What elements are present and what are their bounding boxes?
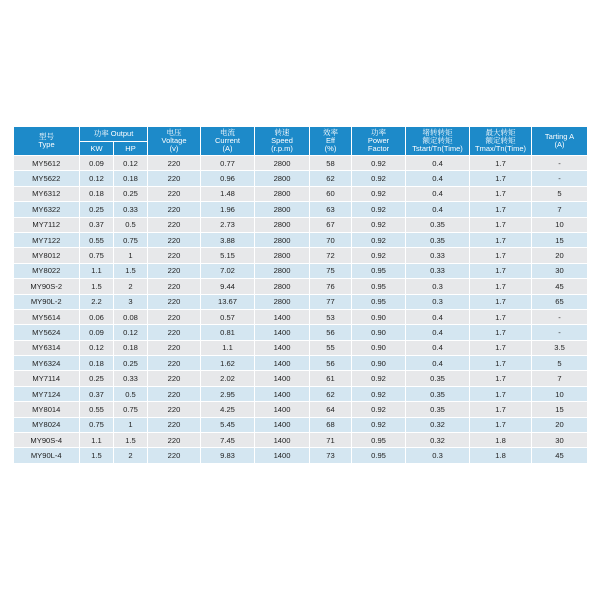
cell-tmax: 1.7 [470,402,532,417]
table-row [14,448,588,463]
cell-current: 1.1 [201,340,255,355]
cell-speed: 2800 [255,248,310,263]
cell-current: 0.77 [201,156,255,171]
cell-voltage: 220 [148,371,201,386]
cell-voltage: 220 [148,356,201,371]
cell-tstart: 0.4 [406,186,470,201]
cell-tarting: 15 [532,402,588,417]
cell-kw: 1.1 [80,433,114,448]
cell-voltage: 220 [148,448,201,463]
cell-power-factor: 0.90 [352,356,406,371]
cell-power-factor: 0.92 [352,386,406,401]
cell-type: MY7122 [14,232,80,247]
cell-kw: 0.18 [80,186,114,201]
cell-current: 5.15 [201,248,255,263]
cell-speed: 1400 [255,325,310,340]
cell-tarting: 45 [532,448,588,463]
cell-tarting: - [532,309,588,324]
cell-speed: 1400 [255,433,310,448]
cell-tstart: 0.4 [406,340,470,355]
cell-power-factor: 0.92 [352,371,406,386]
cell-speed: 2800 [255,217,310,232]
cell-eff: 62 [310,171,352,186]
cell-speed: 2800 [255,202,310,217]
cell-tarting: 30 [532,263,588,278]
cell-eff: 62 [310,386,352,401]
cell-type: MY6314 [14,340,80,355]
cell-tmax: 1.8 [470,448,532,463]
cell-speed: 1400 [255,340,310,355]
cell-current: 0.81 [201,325,255,340]
cell-voltage: 220 [148,202,201,217]
cell-power-factor: 0.95 [352,263,406,278]
cell-power-factor: 0.92 [352,217,406,232]
table-row [14,171,588,186]
cell-eff: 53 [310,309,352,324]
cell-type: MY90S-2 [14,279,80,294]
cell-current: 4.25 [201,402,255,417]
cell-type: MY7112 [14,217,80,232]
cell-tmax: 1.7 [470,232,532,247]
cell-speed: 2800 [255,156,310,171]
cell-tmax: 1.7 [470,294,532,309]
cell-type: MY8012 [14,248,80,263]
cell-voltage: 220 [148,417,201,432]
table-row [14,232,588,247]
cell-hp: 0.75 [114,402,148,417]
cell-tstart: 0.35 [406,402,470,417]
table-row [14,371,588,386]
table-row [14,417,588,432]
cell-kw: 0.12 [80,171,114,186]
cell-type: MY5614 [14,309,80,324]
cell-type: MY6324 [14,356,80,371]
cell-tmax: 1.7 [470,248,532,263]
cell-hp: 2 [114,448,148,463]
cell-speed: 1400 [255,371,310,386]
cell-tstart: 0.4 [406,156,470,171]
cell-type: MY8024 [14,417,80,432]
table-row [14,356,588,371]
cell-hp: 1 [114,417,148,432]
cell-eff: 58 [310,156,352,171]
cell-power-factor: 0.92 [352,171,406,186]
cell-eff: 75 [310,263,352,278]
cell-type: MY5624 [14,325,80,340]
cell-tmax: 1.7 [470,417,532,432]
cell-voltage: 220 [148,294,201,309]
cell-current: 1.96 [201,202,255,217]
cell-tmax: 1.7 [470,217,532,232]
cell-speed: 2800 [255,186,310,201]
cell-current: 3.88 [201,232,255,247]
cell-current: 7.45 [201,433,255,448]
header-hp: HP [114,142,148,156]
cell-eff: 61 [310,371,352,386]
cell-power-factor: 0.92 [352,402,406,417]
cell-tstart: 0.35 [406,386,470,401]
cell-tmax: 1.7 [470,325,532,340]
cell-hp: 3 [114,294,148,309]
cell-kw: 0.75 [80,417,114,432]
cell-voltage: 220 [148,186,201,201]
cell-tmax: 1.7 [470,371,532,386]
cell-eff: 67 [310,217,352,232]
cell-type: MY8014 [14,402,80,417]
cell-speed: 2800 [255,232,310,247]
table-row [14,202,588,217]
header-power-factor: 功率 Power Factor [352,127,406,156]
cell-tstart: 0.3 [406,294,470,309]
cell-hp: 0.5 [114,386,148,401]
cell-speed: 1400 [255,448,310,463]
cell-tarting: 30 [532,433,588,448]
cell-tstart: 0.4 [406,171,470,186]
cell-current: 9.44 [201,279,255,294]
cell-kw: 0.55 [80,402,114,417]
cell-tarting: 65 [532,294,588,309]
cell-tmax: 1.7 [470,356,532,371]
cell-kw: 0.25 [80,202,114,217]
cell-voltage: 220 [148,156,201,171]
header-type: 型号 Type [14,127,80,156]
table-row [14,248,588,263]
cell-speed: 2800 [255,263,310,278]
cell-tstart: 0.33 [406,248,470,263]
cell-type: MY90S-4 [14,433,80,448]
cell-hp: 0.12 [114,156,148,171]
cell-type: MY7114 [14,371,80,386]
cell-tarting: 45 [532,279,588,294]
cell-voltage: 220 [148,279,201,294]
cell-voltage: 220 [148,433,201,448]
cell-tarting: - [532,171,588,186]
cell-hp: 0.12 [114,325,148,340]
cell-type: MY6312 [14,186,80,201]
cell-power-factor: 0.95 [352,294,406,309]
cell-tarting: 7 [532,202,588,217]
cell-kw: 2.2 [80,294,114,309]
table-row [14,217,588,232]
cell-power-factor: 0.92 [352,417,406,432]
table-row [14,309,588,324]
cell-current: 13.67 [201,294,255,309]
cell-power-factor: 0.95 [352,448,406,463]
cell-speed: 1400 [255,356,310,371]
cell-speed: 1400 [255,309,310,324]
cell-tarting: 5 [532,356,588,371]
cell-tarting: 15 [532,232,588,247]
cell-current: 0.96 [201,171,255,186]
header-eff: 效率 Eff (%) [310,127,352,156]
cell-tarting: 20 [532,248,588,263]
cell-tstart: 0.4 [406,309,470,324]
cell-speed: 1400 [255,402,310,417]
cell-kw: 0.25 [80,371,114,386]
table-row [14,402,588,417]
table-row [14,325,588,340]
cell-type: MY7124 [14,386,80,401]
cell-hp: 0.18 [114,340,148,355]
cell-voltage: 220 [148,325,201,340]
cell-current: 1.48 [201,186,255,201]
cell-hp: 0.08 [114,309,148,324]
cell-power-factor: 0.92 [352,232,406,247]
header-kw: KW [80,142,114,156]
cell-voltage: 220 [148,402,201,417]
cell-eff: 60 [310,186,352,201]
cell-tmax: 1.7 [470,171,532,186]
cell-hp: 0.25 [114,186,148,201]
table-row [14,186,588,201]
table-body [14,156,588,464]
cell-type: MY5622 [14,171,80,186]
table-header [14,127,588,156]
cell-tstart: 0.35 [406,232,470,247]
cell-speed: 2800 [255,171,310,186]
cell-speed: 1400 [255,417,310,432]
cell-tarting: 5 [532,186,588,201]
cell-current: 2.95 [201,386,255,401]
cell-hp: 2 [114,279,148,294]
header-current: 电流 Current (A) [201,127,255,156]
cell-current: 0.57 [201,309,255,324]
cell-eff: 55 [310,340,352,355]
cell-power-factor: 0.92 [352,248,406,263]
cell-current: 2.02 [201,371,255,386]
cell-eff: 73 [310,448,352,463]
table-row [14,294,588,309]
cell-voltage: 220 [148,340,201,355]
header-tmax: 最大转矩 额定转矩 Tmax/Tn(Time) [470,127,532,156]
motor-spec-table-container [13,126,587,464]
cell-hp: 1 [114,248,148,263]
cell-tarting: 7 [532,371,588,386]
cell-tmax: 1.7 [470,309,532,324]
cell-hp: 1.5 [114,433,148,448]
cell-tstart: 0.4 [406,325,470,340]
cell-tstart: 0.35 [406,371,470,386]
cell-eff: 76 [310,279,352,294]
cell-current: 9.83 [201,448,255,463]
cell-voltage: 220 [148,309,201,324]
cell-type: MY6322 [14,202,80,217]
cell-hp: 0.5 [114,217,148,232]
cell-tarting: 3.5 [532,340,588,355]
cell-tarting: 10 [532,386,588,401]
cell-tstart: 0.4 [406,356,470,371]
cell-eff: 77 [310,294,352,309]
cell-tstart: 0.3 [406,279,470,294]
cell-power-factor: 0.92 [352,186,406,201]
cell-eff: 72 [310,248,352,263]
cell-voltage: 220 [148,171,201,186]
cell-power-factor: 0.90 [352,309,406,324]
cell-tmax: 1.7 [470,279,532,294]
cell-speed: 1400 [255,386,310,401]
cell-power-factor: 0.92 [352,202,406,217]
cell-eff: 56 [310,325,352,340]
cell-hp: 0.75 [114,232,148,247]
cell-speed: 2800 [255,294,310,309]
cell-tstart: 0.3 [406,448,470,463]
cell-hp: 0.25 [114,356,148,371]
cell-voltage: 220 [148,217,201,232]
cell-tstart: 0.33 [406,263,470,278]
cell-kw: 0.09 [80,325,114,340]
cell-tstart: 0.32 [406,417,470,432]
cell-type: MY90L-4 [14,448,80,463]
header-tarting: Tarting A (A) [532,127,588,156]
header-tstart: 堵转转矩 额定转矩 Tstart/Tn(Time) [406,127,470,156]
cell-tmax: 1.7 [470,263,532,278]
header-voltage: 电压 Voltage (v) [148,127,201,156]
cell-kw: 0.75 [80,248,114,263]
cell-eff: 70 [310,232,352,247]
cell-tarting: 10 [532,217,588,232]
cell-tstart: 0.4 [406,202,470,217]
cell-tstart: 0.35 [406,217,470,232]
cell-eff: 68 [310,417,352,432]
cell-speed: 2800 [255,279,310,294]
cell-eff: 71 [310,433,352,448]
cell-current: 7.02 [201,263,255,278]
cell-eff: 64 [310,402,352,417]
cell-tarting: 20 [532,417,588,432]
cell-hp: 1.5 [114,263,148,278]
cell-tmax: 1.7 [470,202,532,217]
table-row [14,386,588,401]
cell-tmax: 1.7 [470,156,532,171]
cell-kw: 0.37 [80,217,114,232]
cell-voltage: 220 [148,263,201,278]
cell-voltage: 220 [148,232,201,247]
cell-tmax: 1.7 [470,386,532,401]
cell-tmax: 1.7 [470,186,532,201]
header-output: 功率 Output [80,127,148,142]
cell-type: MY8022 [14,263,80,278]
cell-hp: 0.33 [114,202,148,217]
cell-hp: 0.33 [114,371,148,386]
cell-tarting: - [532,156,588,171]
cell-eff: 56 [310,356,352,371]
cell-kw: 1.5 [80,448,114,463]
cell-kw: 0.55 [80,232,114,247]
header-speed: 转速 Speed (r.p.m) [255,127,310,156]
cell-voltage: 220 [148,386,201,401]
cell-kw: 0.18 [80,356,114,371]
cell-power-factor: 0.95 [352,279,406,294]
cell-current: 5.45 [201,417,255,432]
table-row [14,340,588,355]
cell-tmax: 1.7 [470,340,532,355]
cell-voltage: 220 [148,248,201,263]
table-row [14,433,588,448]
cell-power-factor: 0.92 [352,156,406,171]
cell-power-factor: 0.95 [352,433,406,448]
cell-current: 1.62 [201,356,255,371]
cell-kw: 1.1 [80,263,114,278]
cell-current: 2.73 [201,217,255,232]
cell-kw: 0.06 [80,309,114,324]
cell-tmax: 1.8 [470,433,532,448]
cell-tarting: - [532,325,588,340]
table-row [14,279,588,294]
cell-power-factor: 0.90 [352,340,406,355]
cell-hp: 0.18 [114,171,148,186]
cell-type: MY90L-2 [14,294,80,309]
table-row [14,263,588,278]
cell-eff: 63 [310,202,352,217]
cell-kw: 0.09 [80,156,114,171]
cell-type: MY5612 [14,156,80,171]
cell-kw: 0.37 [80,386,114,401]
cell-kw: 0.12 [80,340,114,355]
cell-tstart: 0.32 [406,433,470,448]
table-row [14,156,588,171]
cell-power-factor: 0.90 [352,325,406,340]
cell-kw: 1.5 [80,279,114,294]
motor-spec-table [13,126,588,464]
